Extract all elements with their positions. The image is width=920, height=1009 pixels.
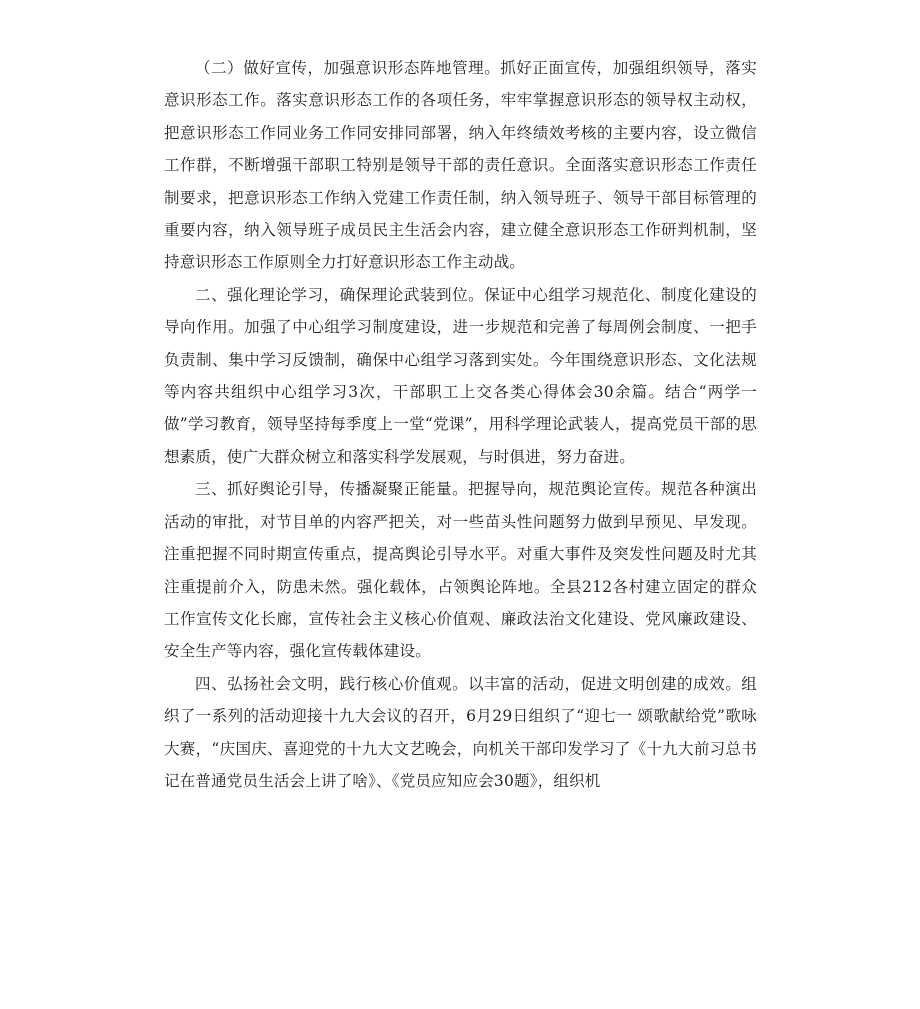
- paragraph-propaganda: （二）做好宣传，加强意识形态阵地管理。抓好正面宣传，加强组织领导，落实意识形态工作。落实意识形态工作的各项任务，牢牢掌握意识形态的领导权主动权，把意识形态工作同业务工作同安排同部署，纳入年终绩效考核的主要内容，设立微信工作群，不断增强干部职工特别是领导干部的责任意识。全面落实意识形态工作责任制要求，把意识形态工作纳入党建工作责任制，纳入领导班子、领导干部目标管理的重要内容，纳入领导班子成员民主生活会内容，建立健全意识形态工作研判机制，坚持意识形态工作原则全力打好意识形态工作主动战。: [164, 59, 757, 272]
- document-body: [164, 52, 757, 797]
- paragraph-theory-study: 二、强化理论学习，确保理论武装到位。保证中心组学习规范化、制度化建设的导向作用。加强了中心组学习制度建设，进一步规范和完善了每周例会制度、一把手负责制、集中学习反馈制，确保中心组学习落到实处。今年围绕意识形态、文化法规等内容共组织中心组学习3次，干部职工上交各类心得体会30余篇。结合“两学一做”学习教育，领导坚持每季度上一堂“党课”，用科学理论武装人，提高党员干部的思想素质，使广大群众树立和落实科学发展观，与时俱进，努力奋进。: [164, 285, 757, 466]
- paragraph-social-civilization: 四、弘扬社会文明，践行核心价值观。以丰富的活动，促进文明创建的成效。组织了一系列的活动迎接十九大会议的召开，6月29日组织了“迎七一 颂歌献给党”歌咏大赛，“庆国庆、喜迎党的十九大文艺晚会，向机关干部印发学习了《十九大前习总书记在普通党员生活会上讲了啥》、《党员应知应会30题》，组织机: [164, 674, 757, 790]
- paragraph-public-opinion: 三、抓好舆论引导，传播凝聚正能量。把握导向，规范舆论宣传。规范各种演出活动的审批，对节目单的内容严把关，对一些苗头性问题努力做到早预见、早发现。注重把握不同时期宣传重点，提高舆论引导水平。对重大事件及突发性问题及时尤其注重提前介入，防患未然。强化载体，占领舆论阵地。全县212各村建立固定的群众工作宣传文化长廊，宣传社会主义核心价值观、廉政法治文化建设、党风廉政建设、安全生产等内容，强化宣传载体建设。: [164, 480, 757, 661]
